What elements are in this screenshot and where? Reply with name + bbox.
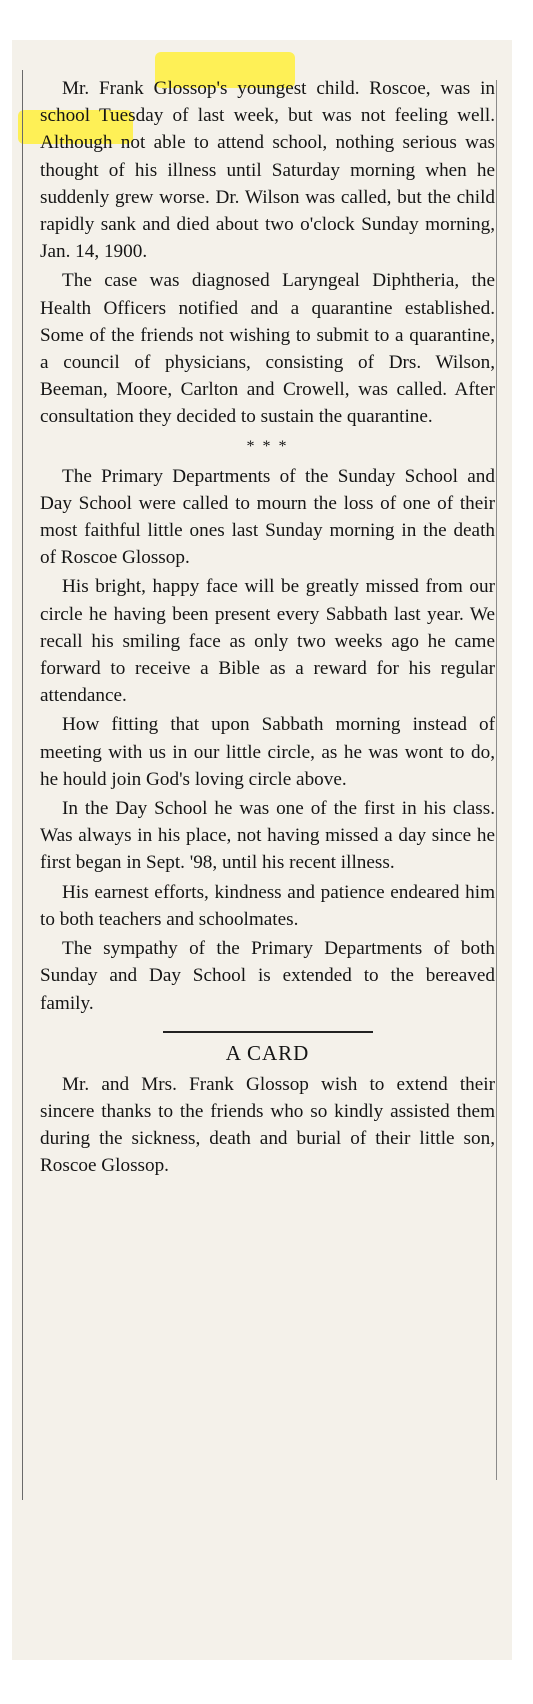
paragraph-day-school: In the Day School he was one of the first in his class. Was always in his place, not having missed a day since he first began in Sept. '98, until his recent illness. <box>40 798 495 874</box>
paragraph-sympathy: The sympathy of the Primary Departments of both Sunday and Day School is extended to the bereaved family. <box>40 938 495 1014</box>
paragraph-death-notice: Mr. Frank Glossop's youngest child. Roscoe, was in school Tuesday of last week, but was not feeling well. Although not able to attend school, nothing serious was thought of his illness until Saturday morning when he suddenly grew worse. Dr. Wilson was called, but the child rapidly sank and died about two o'clock Sunday morning, Jan. 14, 1900. <box>40 78 495 263</box>
card-body: Mr. and Mrs. Frank Glossop wish to extend their sincere thanks to the friends who so kindly assisted them during the sickness, death and burial of their little son, Roscoe Glossop. <box>40 1073 495 1177</box>
divider-rule <box>163 1031 373 1033</box>
paragraph-efforts: His earnest efforts, kindness and patience endeared him to both teachers and schoolmates. <box>40 881 495 930</box>
card-heading: A CARD <box>225 1040 310 1065</box>
paragraph-sabbath: How fitting that upon Sabbath morning instead of meeting with us in our little circle, as he was wont to do, he hould join God's loving circle above. <box>40 714 495 790</box>
section-separator: * * * <box>246 437 289 455</box>
column-rule-right <box>496 80 497 1480</box>
paragraph-bright-face: His bright, happy face will be greatly missed from our circle he having been present every Sabbath last year. We recall his smiling face as only two weeks ago he came forward to receive a Bible as a reward for his regular attendance. <box>40 576 495 707</box>
paragraph-primary-departments: The Primary Departments of the Sunday School and Day School were called to mourn the loss of one of their most faithful little ones last Sunday morning in the death of Roscoe Glossop. <box>40 465 495 569</box>
column-rule-left <box>22 70 23 1500</box>
obituary-article <box>40 75 495 1180</box>
paragraph-diagnosis: The case was diagnosed Laryngeal Diphtheria, the Health Officers notified and a quarantine established. Some of the friends not wishing to submit to a quarantine, a council of physicians, consisting of Drs. Wilson, Beeman, Moore, Carlton and Crowell, was called. After consultation they decided to sustain the quarantine. <box>40 270 495 428</box>
